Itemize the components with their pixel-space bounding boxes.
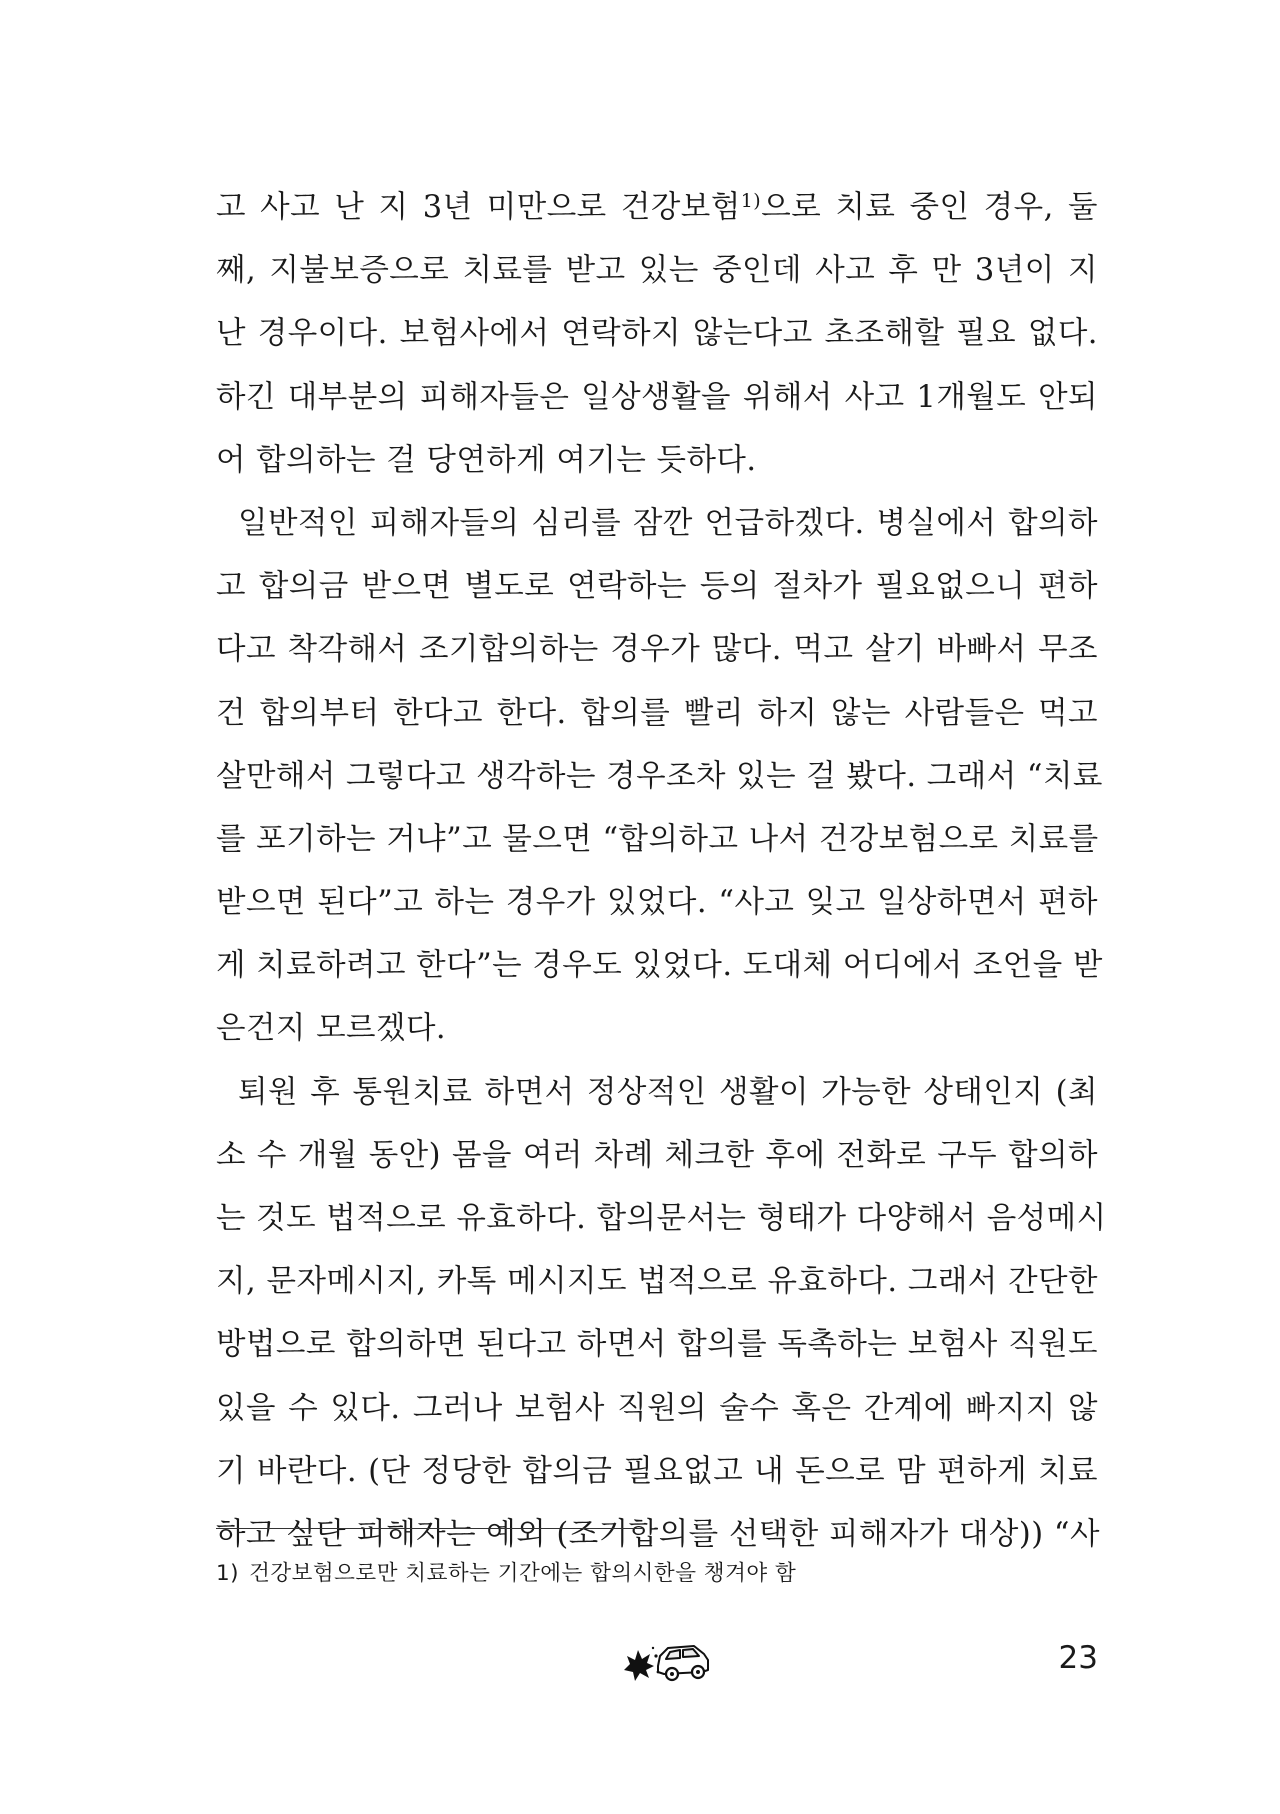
- explosion-icon: [624, 1650, 654, 1681]
- body-line-7: 고 합의금 받으면 별도로 연락하는 등의 절차가 필요없으니 편하: [216, 569, 1098, 605]
- body-line-2: 째, 지불보증으로 치료를 받고 있는 중인데 사고 후 만 3년이 지: [216, 253, 1098, 289]
- body-line-11: 를 포기하는 거냐”고 물으면 “합의하고 나서 건강보험으로 치료를: [216, 821, 1099, 857]
- body-line-5: 어 합의하는 걸 당연하게 여기는 듯하다.: [216, 442, 757, 478]
- page-number: 23: [1058, 1640, 1098, 1676]
- body-text: [216, 176, 1107, 1566]
- body-line-15: 퇴원 후 통원치료 하면서 정상적인 생활이 가능한 상태인지 (최: [238, 1074, 1098, 1110]
- body-line-18: 지, 문자메시지, 카톡 메시지도 법적으로 유효하다. 그래서 간단한: [216, 1264, 1098, 1300]
- body-line-3: 난 경우이다. 보험사에서 연락하지 않는다고 초조해할 필요 없다.: [216, 316, 1098, 352]
- body-line-1: [216, 176, 1098, 239]
- footnote-number: 1): [216, 1561, 240, 1586]
- body-line-20: 있을 수 있다. 그러나 보험사 직원의 술수 혹은 간계에 빠지지 않: [216, 1390, 1098, 1426]
- body-line-17: 는 것도 법적으로 유효하다. 합의문서는 형태가 다양해서 음성메시: [216, 1201, 1107, 1236]
- body-line-6: 일반적인 피해자들의 심리를 잠깐 언급하겠다. 병실에서 합의하: [238, 505, 1098, 541]
- footnote-text: 건강보험으로만 치료하는 기간에는 합의시한을 챙겨야 함: [249, 1561, 797, 1586]
- footnote-reference: 1): [740, 190, 762, 212]
- body-line-22: 하고 싶단 피해자는 예외 (조기합의를 선택한 피해자가 대상)) “사: [216, 1516, 1100, 1552]
- body-line-8: 다고 착각해서 조기합의하는 경우가 많다. 먹고 살기 바빠서 무조: [216, 632, 1098, 668]
- body-line-9: 건 합의부터 한다고 한다. 합의를 빨리 하지 않는 사람들은 먹고: [216, 695, 1098, 731]
- footnote: [216, 1556, 796, 1587]
- body-line-text: 으로 치료 중인 경우, 둘: [761, 190, 1098, 225]
- body-line-21: 기 바란다. (단 정당한 합의금 필요없고 내 돈으로 맘 편하게 치료: [216, 1453, 1098, 1489]
- body-line-12: 받으면 된다”고 하는 경우가 있었다. “사고 잊고 일상하면서 편하: [216, 885, 1098, 921]
- body-line-13: 게 치료하려고 한다”는 경우도 있었다. 도대체 어디에서 조언을 받: [216, 948, 1103, 984]
- body-line-10: 살만해서 그렇다고 생각하는 경우조차 있는 걸 봤다. 그래서 “치료: [216, 758, 1103, 794]
- body-line-19: 방법으로 합의하면 된다고 하면서 합의를 독촉하는 보험사 직원도: [216, 1327, 1098, 1363]
- car-crash-icon: [620, 1626, 712, 1686]
- body-line-14: 은건지 모르겠다.: [216, 1011, 447, 1047]
- body-line-16: 소 수 개월 동안) 몸을 여러 차례 체크한 후에 전화로 구두 합의하: [216, 1137, 1098, 1173]
- body-line-text: 고 사고 난 지 3년 미만으로 건강보험: [216, 190, 741, 225]
- body-line-4: 하긴 대부분의 피해자들은 일상생활을 위해서 사고 1개월도 안되: [216, 379, 1098, 415]
- footnote-divider: [216, 1528, 642, 1529]
